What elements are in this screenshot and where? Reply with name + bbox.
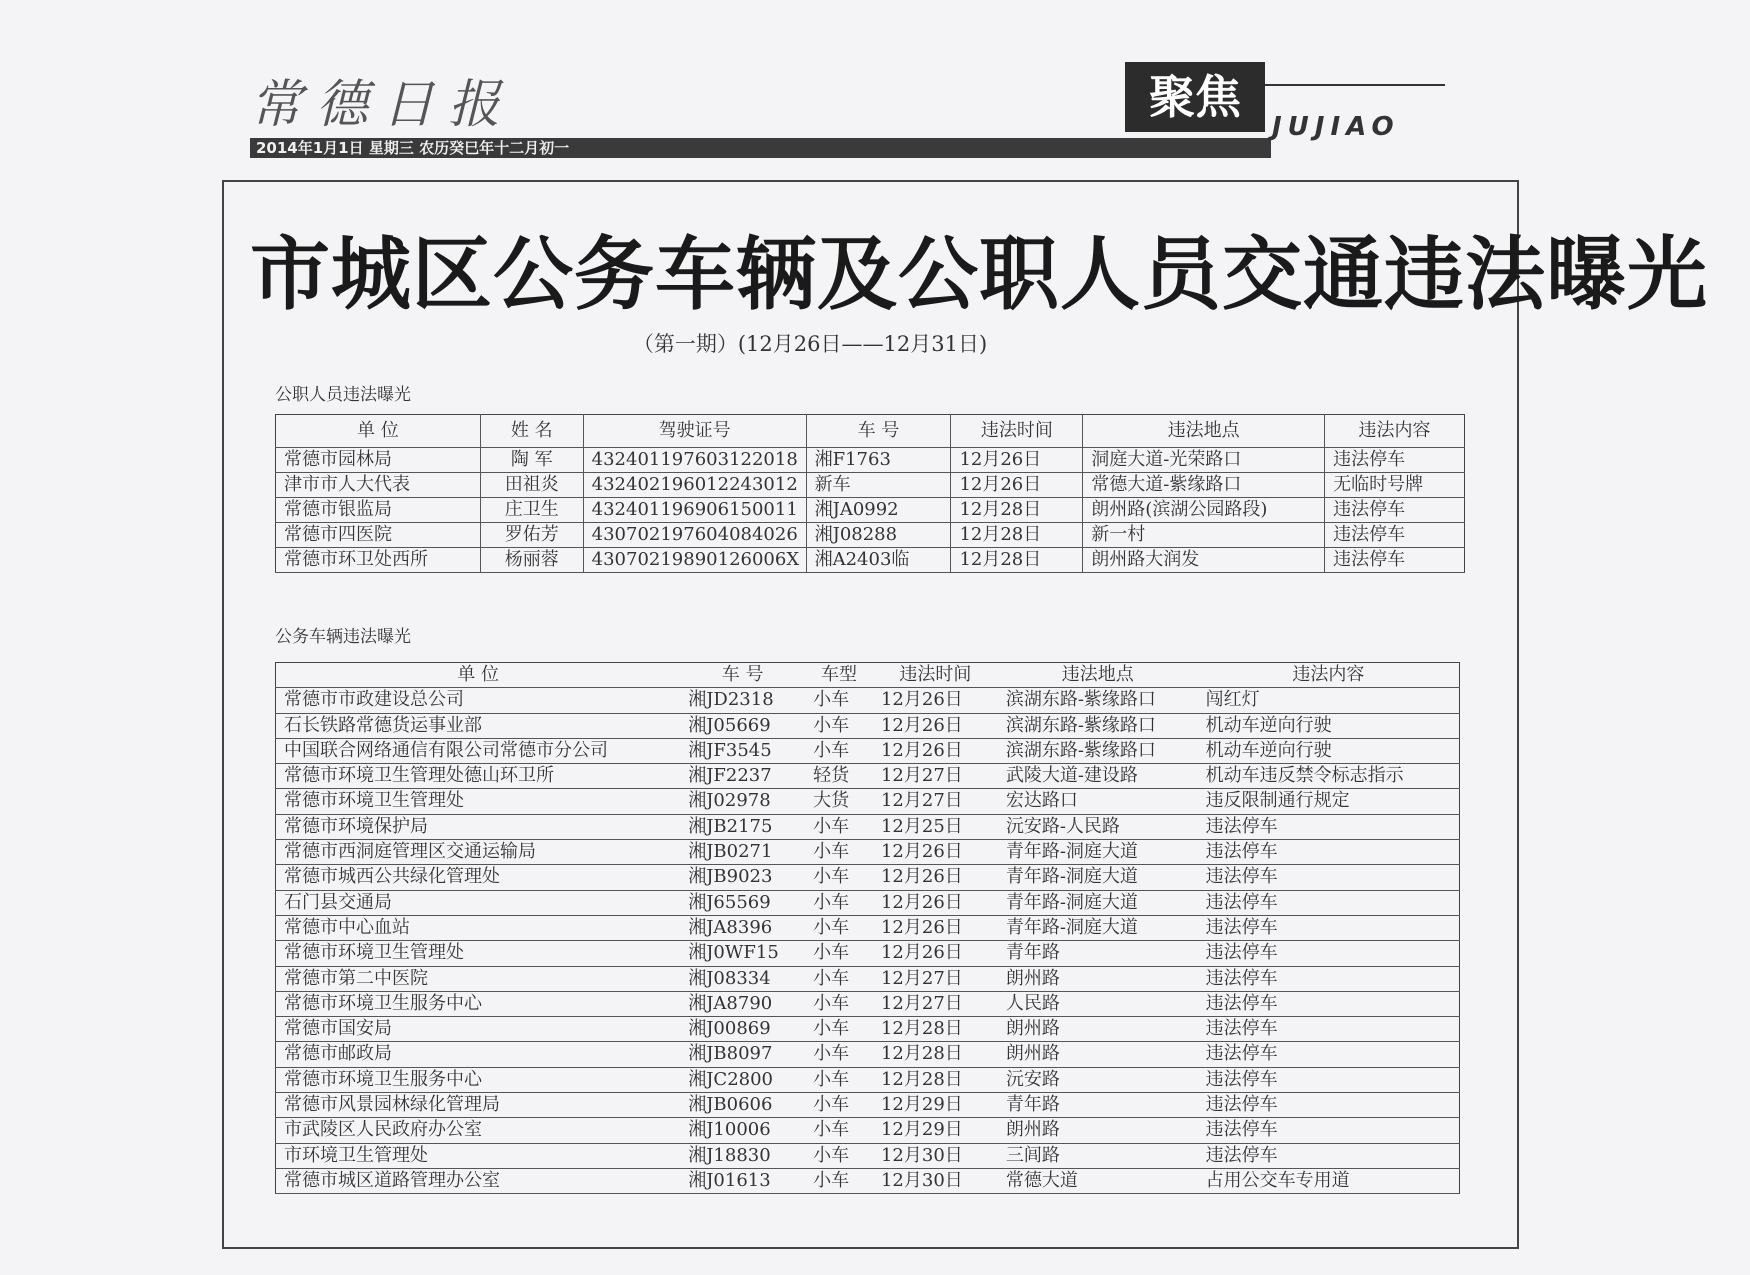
table-cell: 12月27日 [873, 789, 998, 814]
table-cell: 陶 军 [480, 448, 583, 473]
table-cell: 12月28日 [873, 1042, 998, 1067]
table-cell: 湘JB2175 [680, 814, 805, 839]
table-cell: 滨湖东路-紫缘路口 [998, 738, 1198, 763]
table-row [276, 548, 1465, 573]
table-row [276, 941, 1460, 966]
table-cell: 小车 [805, 865, 873, 890]
table-cell: 湘JB0606 [680, 1093, 805, 1118]
table-cell: 市环境卫生管理处 [276, 1143, 681, 1168]
table-cell: 湘JD2318 [680, 688, 805, 713]
table-cell: 小车 [805, 738, 873, 763]
table-cell: 市武陵区人民政府办公室 [276, 1118, 681, 1143]
table-cell: 小车 [805, 1042, 873, 1067]
table-cell: 违法停车 [1198, 915, 1460, 940]
table-cell: 常德市四医院 [276, 523, 481, 548]
table-cell: 小车 [805, 915, 873, 940]
column-header: 车 号 [806, 415, 951, 448]
table-cell: 违法停车 [1198, 1042, 1460, 1067]
table-cell: 常德市园林局 [276, 448, 481, 473]
table-cell: 罗佑芳 [480, 523, 583, 548]
table-row [276, 738, 1460, 763]
vehicles-table-body [276, 688, 1460, 1194]
table-cell: 违法停车 [1198, 1143, 1460, 1168]
table-cell: 小车 [805, 941, 873, 966]
table-cell: 田祖炎 [480, 473, 583, 498]
table-cell: 违法停车 [1198, 1017, 1460, 1042]
table-cell: 12月27日 [873, 991, 998, 1016]
table-cell: 12月28日 [951, 523, 1083, 548]
table-row [276, 1093, 1460, 1118]
table-cell: 青年路-洞庭大道 [998, 840, 1198, 865]
table-cell: 占用公交车专用道 [1198, 1168, 1460, 1193]
table-cell: 12月25日 [873, 814, 998, 839]
table-cell: 小车 [805, 688, 873, 713]
table-cell: 朗州路 [998, 1017, 1198, 1042]
table-cell: 违法停车 [1198, 941, 1460, 966]
table-row [276, 1067, 1460, 1092]
table-cell: 违法停车 [1198, 840, 1460, 865]
table-cell: 湘JF3545 [680, 738, 805, 763]
table-cell: 常德市风景园林绿化管理局 [276, 1093, 681, 1118]
table-row [276, 890, 1460, 915]
table-cell: 大货 [805, 789, 873, 814]
table-cell: 湘JF2237 [680, 764, 805, 789]
table-cell: 石长铁路常德货运事业部 [276, 713, 681, 738]
table-cell: 青年路-洞庭大道 [998, 890, 1198, 915]
table-cell: 新车 [806, 473, 951, 498]
table-cell: 小车 [805, 1093, 873, 1118]
table-cell: 常德市第二中医院 [276, 966, 681, 991]
table-cell: 12月26日 [951, 473, 1083, 498]
table-row [276, 865, 1460, 890]
table-cell: 违法停车 [1198, 890, 1460, 915]
table-cell: 青年路 [998, 1093, 1198, 1118]
table-cell: 常德市市政建设总公司 [276, 688, 681, 713]
table-cell: 湘J10006 [680, 1118, 805, 1143]
table-cell: 小车 [805, 814, 873, 839]
table-cell: 津市市人大代表 [276, 473, 481, 498]
table-row [276, 498, 1465, 523]
table-cell: 违法停车 [1325, 448, 1465, 473]
table-cell: 常德市环境保护局 [276, 814, 681, 839]
table-cell: 人民路 [998, 991, 1198, 1016]
table-cell: 三闾路 [998, 1143, 1198, 1168]
table-cell: 湘J08288 [806, 523, 951, 548]
personnel-table-body [276, 448, 1465, 573]
table-cell: 12月28日 [951, 548, 1083, 573]
table-cell: 滨湖东路-紫缘路口 [998, 688, 1198, 713]
table-cell: 湘JB9023 [680, 865, 805, 890]
table-cell: 沅安路 [998, 1067, 1198, 1092]
table-cell: 违法停车 [1198, 966, 1460, 991]
table-cell: 闯红灯 [1198, 688, 1460, 713]
table-cell: 湘J65569 [680, 890, 805, 915]
table-cell: 小车 [805, 1118, 873, 1143]
table-cell: 常德市邮政局 [276, 1042, 681, 1067]
table-row [276, 991, 1460, 1016]
table-cell: 湘J18830 [680, 1143, 805, 1168]
column-header: 单 位 [276, 415, 481, 448]
table-cell: 常德市环卫处西所 [276, 548, 481, 573]
table-cell: 43070219890126006X [583, 548, 806, 573]
column-header: 姓 名 [480, 415, 583, 448]
table-cell: 违法停车 [1325, 498, 1465, 523]
table-cell: 小车 [805, 713, 873, 738]
table-cell: 朗州路 [998, 1042, 1198, 1067]
column-header: 违法时间 [951, 415, 1083, 448]
table-cell: 湘JC2800 [680, 1067, 805, 1092]
table-cell: 常德市环境卫生管理处 [276, 789, 681, 814]
table-cell: 12月29日 [873, 1093, 998, 1118]
table-cell: 常德大道-紫缘路口 [1083, 473, 1325, 498]
table-cell: 12月26日 [873, 941, 998, 966]
table-cell: 12月30日 [873, 1168, 998, 1193]
table-cell: 无临时号牌 [1325, 473, 1465, 498]
personnel-header-row [276, 415, 1465, 448]
table-row [276, 1017, 1460, 1042]
table-row [276, 1168, 1460, 1193]
table-cell: 青年路-洞庭大道 [998, 865, 1198, 890]
table-row [276, 814, 1460, 839]
column-header: 驾驶证号 [583, 415, 806, 448]
table-cell: 违法停车 [1198, 1118, 1460, 1143]
personnel-table [275, 414, 1465, 573]
table-cell: 青年路 [998, 941, 1198, 966]
table-cell: 沅安路-人民路 [998, 814, 1198, 839]
column-header: 违法内容 [1325, 415, 1465, 448]
table-cell: 12月26日 [873, 738, 998, 763]
column-header: 单 位 [276, 663, 681, 688]
table-cell: 常德市城区道路管理办公室 [276, 1168, 681, 1193]
personnel-section-label: 公职人员违法曝光 [275, 385, 411, 405]
table-cell: 12月27日 [873, 966, 998, 991]
table-cell: 常德市中心血站 [276, 915, 681, 940]
table-cell: 12月29日 [873, 1118, 998, 1143]
table-cell: 常德市环境卫生服务中心 [276, 991, 681, 1016]
table-cell: 12月26日 [873, 890, 998, 915]
vehicles-table [275, 662, 1460, 1194]
dateline: 2014年1月1日 星期三 农历癸巳年十二月初一 [250, 138, 1271, 158]
table-cell: 12月26日 [873, 713, 998, 738]
table-cell: 常德市银监局 [276, 498, 481, 523]
table-cell: 湘A2403临 [806, 548, 951, 573]
table-cell: 朗州路大润发 [1083, 548, 1325, 573]
table-cell: 湘JA8396 [680, 915, 805, 940]
table-row [276, 448, 1465, 473]
section-badge: 聚焦 [1125, 62, 1265, 132]
table-row [276, 688, 1460, 713]
table-row [276, 1042, 1460, 1067]
table-cell: 青年路-洞庭大道 [998, 915, 1198, 940]
table-cell: 湘J02978 [680, 789, 805, 814]
table-cell: 12月27日 [873, 764, 998, 789]
table-cell: 湘JA8790 [680, 991, 805, 1016]
table-cell: 常德市环境卫生管理处 [276, 941, 681, 966]
table-cell: 湘J00869 [680, 1017, 805, 1042]
table-cell: 12月28日 [873, 1017, 998, 1042]
table-cell: 湘JB0271 [680, 840, 805, 865]
table-cell: 湘J01613 [680, 1168, 805, 1193]
table-row [276, 915, 1460, 940]
table-cell: 中国联合网络通信有限公司常德市分公司 [276, 738, 681, 763]
table-cell: 常德大道 [998, 1168, 1198, 1193]
masthead-paper-name: 常德日报 [250, 75, 515, 135]
table-row [276, 523, 1465, 548]
table-cell: 石门县交通局 [276, 890, 681, 915]
table-cell: 小车 [805, 1168, 873, 1193]
column-header: 车 号 [680, 663, 805, 688]
table-cell: 机动车逆向行驶 [1198, 738, 1460, 763]
table-cell: 朗州路 [998, 1118, 1198, 1143]
table-cell: 小车 [805, 1067, 873, 1092]
table-cell: 违法停车 [1198, 814, 1460, 839]
table-cell: 小车 [805, 966, 873, 991]
table-row [276, 1143, 1460, 1168]
table-cell: 432402196012243012 [583, 473, 806, 498]
table-row [276, 789, 1460, 814]
column-header: 车型 [805, 663, 873, 688]
table-cell: 小车 [805, 1143, 873, 1168]
table-cell: 庄卫生 [480, 498, 583, 523]
column-header: 违法地点 [1083, 415, 1325, 448]
table-cell: 小车 [805, 991, 873, 1016]
table-cell: 小车 [805, 890, 873, 915]
table-cell: 违法停车 [1198, 865, 1460, 890]
table-cell: 违法停车 [1198, 1093, 1460, 1118]
table-cell: 滨湖东路-紫缘路口 [998, 713, 1198, 738]
table-cell: 洞庭大道-光荣路口 [1083, 448, 1325, 473]
table-cell: 常德市环境卫生服务中心 [276, 1067, 681, 1092]
table-cell: 432401196906150011 [583, 498, 806, 523]
table-row [276, 1118, 1460, 1143]
table-cell: 432401197603122018 [583, 448, 806, 473]
table-cell: 12月26日 [873, 840, 998, 865]
table-cell: 常德市环境卫生管理处德山环卫所 [276, 764, 681, 789]
table-cell: 湘J05669 [680, 713, 805, 738]
column-header: 违法内容 [1198, 663, 1460, 688]
table-cell: 12月28日 [951, 498, 1083, 523]
table-cell: 常德市西洞庭管理区交通运输局 [276, 840, 681, 865]
section-english: JUJIAO [1272, 112, 1400, 142]
table-cell: 朗州路 [998, 966, 1198, 991]
column-header: 违法地点 [998, 663, 1198, 688]
table-cell: 12月30日 [873, 1143, 998, 1168]
table-cell: 常德市国安局 [276, 1017, 681, 1042]
table-row [276, 966, 1460, 991]
table-cell: 违法停车 [1198, 1067, 1460, 1092]
table-row [276, 764, 1460, 789]
table-cell: 违法停车 [1198, 991, 1460, 1016]
headline: 市城区公务车辆及公职人员交通违法曝光 [250, 228, 1708, 321]
table-cell: 430702197604084026 [583, 523, 806, 548]
table-cell: 机动车逆向行驶 [1198, 713, 1460, 738]
column-header: 违法时间 [873, 663, 998, 688]
table-cell: 湘J08334 [680, 966, 805, 991]
table-cell: 宏达路口 [998, 789, 1198, 814]
table-cell: 湘F1763 [806, 448, 951, 473]
subtitle: （第一期）(12月26日——12月31日) [632, 332, 988, 356]
table-row [276, 473, 1465, 498]
table-cell: 违反限制通行规定 [1198, 789, 1460, 814]
vehicles-header-row [276, 663, 1460, 688]
table-cell: 湘JB8097 [680, 1042, 805, 1067]
table-cell: 违法停车 [1325, 523, 1465, 548]
table-cell: 新一村 [1083, 523, 1325, 548]
table-cell: 杨丽蓉 [480, 548, 583, 573]
table-cell: 违法停车 [1325, 548, 1465, 573]
table-cell: 12月28日 [873, 1067, 998, 1092]
table-cell: 12月26日 [873, 865, 998, 890]
table-row [276, 840, 1460, 865]
table-cell: 轻货 [805, 764, 873, 789]
table-cell: 12月26日 [873, 915, 998, 940]
table-cell: 12月26日 [951, 448, 1083, 473]
table-cell: 小车 [805, 1017, 873, 1042]
table-cell: 小车 [805, 840, 873, 865]
table-cell: 机动车违反禁令标志指示 [1198, 764, 1460, 789]
table-row [276, 713, 1460, 738]
table-cell: 朗州路(滨湖公园路段) [1083, 498, 1325, 523]
table-cell: 常德市城西公共绿化管理处 [276, 865, 681, 890]
table-cell: 12月26日 [873, 688, 998, 713]
table-cell: 湘JA0992 [806, 498, 951, 523]
table-cell: 武陵大道-建设路 [998, 764, 1198, 789]
vehicles-section-label: 公务车辆违法曝光 [275, 627, 411, 647]
table-cell: 湘J0WF15 [680, 941, 805, 966]
section-rule [1265, 84, 1445, 86]
